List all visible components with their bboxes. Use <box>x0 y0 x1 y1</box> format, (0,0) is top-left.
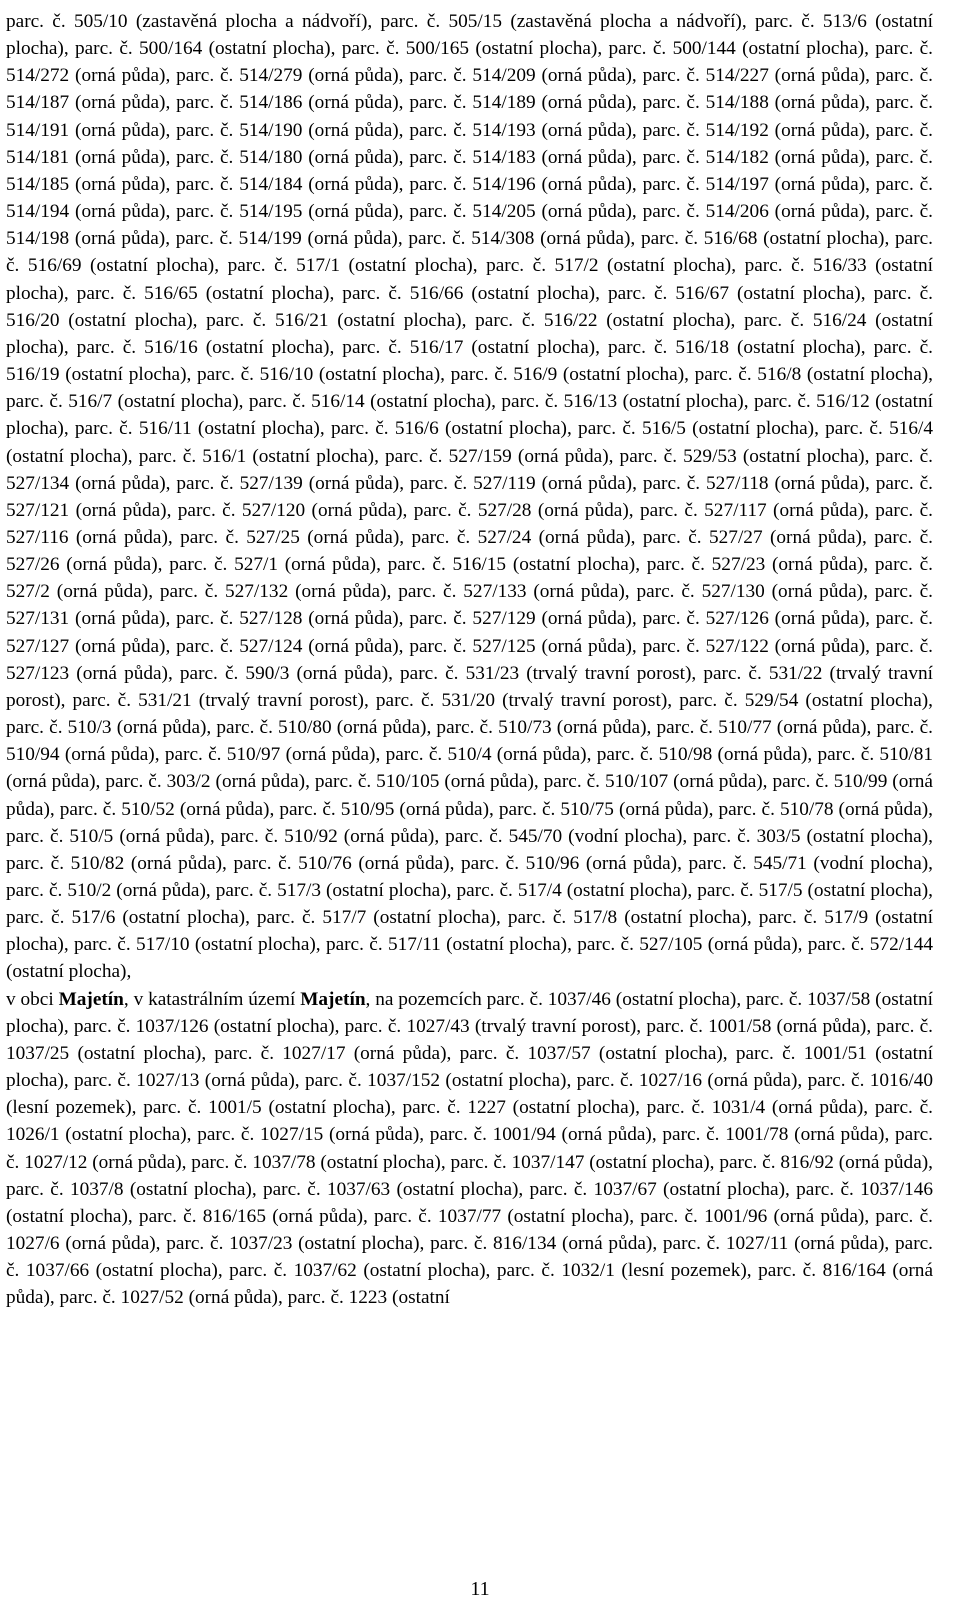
cadastral-area-name: Majetín <box>300 988 366 1010</box>
paragraph-rest: , na pozemcích parc. č. 1037/46 (ostatní plocha), parc. č. 1037/58 (ostatní plocha), parc. č. 1037/126 (ostatní plocha), parc. č. 1027/43 (trvalý travní porost), parc. č. 1001/58 (orná půda), parc. č. 1037/25 (ostatní plocha), parc. č. 1027/17 (orná půda), parc. č. 1037/57 (ostatní plocha), parc. č. 1001/51 (ostatní plocha), parc. č. 1027/13 (orná půda), parc. č. 1037/152 (ostatní plocha), parc. č. 1027/16 (orná půda), parc. č. 1016/40 (lesní pozemek), parc. č. 1001/5 (ostatní plocha), parc. č. 1227 (ostatní plocha), parc. č. 1031/4 (orná půda), parc. č. 1026/1 (ostatní plocha), parc. č. 1027/15 (orná půda), parc. č. 1001/94 (orná půda), parc. č. 1001/78 (orná půda), parc. č. 1027/12 (orná půda), parc. č. 1037/78 (ostatní plocha), parc. č. 1037/147 (ostatní plocha), parc. č. 816/92 (orná půda), parc. č. 1037/8 (ostatní plocha), parc. č. 1037/63 (ostatní plocha), parc. č. 1037/67 (ostatní plocha), parc. č. 1037/146 (ostatní plocha), parc. č. 816/165 (orná půda), parc. č. 1037/77 (ostatní plocha), parc. č. 1001/96 (orná půda), parc. č. 1027/6 (orná půda), parc. č. 1037/23 (ostatní plocha), parc. č. 816/134 (orná půda), parc. č. 1027/11 (orná půda), parc. č. 1037/66 (ostatní plocha), parc. č. 1037/62 (ostatní plocha), parc. č. 1032/1 (lesní pozemek), parc. č. 816/164 (orná půda), parc. č. 1027/52 (orná půda), parc. č. 1223 (ostatní <box>6 988 933 1309</box>
parcel-list-paragraph: parc. č. 505/10 (zastavěná plocha a nádvoří), parc. č. 505/15 (zastavěná plocha a nádvoří), parc. č. 513/6 (ostatní plocha), parc. č. 500/164 (ostatní plocha), parc. č. 500/165 (ostatní plocha), parc. č. 500/144 (ostatní plocha), parc. č. 514/272 (orná půda), parc. č. 514/279 (orná půda), parc. č. 514/209 (orná půda), parc. č. 514/227 (orná půda), parc. č. 514/187 (orná půda), parc. č. 514/186 (orná půda), parc. č. 514/189 (orná půda), parc. č. 514/188 (orná půda), parc. č. 514/191 (orná půda), parc. č. 514/190 (orná půda), parc. č. 514/193 (orná půda), parc. č. 514/192 (orná půda), parc. č. 514/181 (orná půda), parc. č. 514/180 (orná půda), parc. č. 514/183 (orná půda), parc. č. 514/182 (orná půda), parc. č. 514/185 (orná půda), parc. č. 514/184 (orná půda), parc. č. 514/196 (orná půda), parc. č. 514/197 (orná půda), parc. č. 514/194 (orná půda), parc. č. 514/195 (orná půda), parc. č. 514/205 (orná půda), parc. č. 514/206 (orná půda), parc. č. 514/198 (orná půda), parc. č. 514/199 (orná půda), parc. č. 514/308 (orná půda), parc. č. 516/68 (ostatní plocha), parc. č. 516/69 (ostatní plocha), parc. č. 517/1 (ostatní plocha), parc. č. 517/2 (ostatní plocha), parc. č. 516/33 (ostatní plocha), parc. č. 516/65 (ostatní plocha), parc. č. 516/66 (ostatní plocha), parc. č. 516/67 (ostatní plocha), parc. č. 516/20 (ostatní plocha), parc. č. 516/21 (ostatní plocha), parc. č. 516/22 (ostatní plocha), parc. č. 516/24 (ostatní plocha), parc. č. 516/16 (ostatní plocha), parc. č. 516/17 (ostatní plocha), parc. č. 516/18 (ostatní plocha), parc. č. 516/19 (ostatní plocha), parc. č. 516/10 (ostatní plocha), parc. č. 516/9 (ostatní plocha), parc. č. 516/8 (ostatní plocha), parc. č. 516/7 (ostatní plocha), parc. č. 516/14 (ostatní plocha), parc. č. 516/13 (ostatní plocha), parc. č. 516/12 (ostatní plocha), parc. č. 516/11 (ostatní plocha), parc. č. 516/6 (ostatní plocha), parc. č. 516/5 (ostatní plocha), parc. č. 516/4 (ostatní plocha), parc. č. 516/1 (ostatní plocha), parc. č. 527/159 (orná půda), parc. č. 529/53 (ostatní plocha), parc. č. 527/134 (orná půda), parc. č. 527/139 (orná půda), parc. č. 527/119 (orná půda), parc. č. 527/118 (orná půda), parc. č. 527/121 (orná půda), parc. č. 527/120 (orná půda), parc. č. 527/28 (orná půda), parc. č. 527/117 (orná půda), parc. č. 527/116 (orná půda), parc. č. 527/25 (orná půda), parc. č. 527/24 (orná půda), parc. č. 527/27 (orná půda), parc. č. 527/26 (orná půda), parc. č. 527/1 (orná půda), parc. č. 516/15 (ostatní plocha), parc. č. 527/23 (orná půda), parc. č. 527/2 (orná půda), parc. č. 527/132 (orná půda), parc. č. 527/133 (orná půda), parc. č. 527/130 (orná půda), parc. č. 527/131 (orná půda), parc. č. 527/128 (orná půda), parc. č. 527/129 (orná půda), parc. č. 527/126 (orná půda), parc. č. 527/127 (orná půda), parc. č. 527/124 (orná půda), parc. č. 527/125 (orná půda), parc. č. 527/122 (orná půda), parc. č. 527/123 (orná půda), parc. č. 590/3 (orná půda), parc. č. 531/23 (trvalý travní porost), parc. č. 531/22 (trvalý travní porost), parc. č. 531/21 (trvalý travní porost), parc. č. 531/20 (trvalý travní porost), parc. č. 529/54 (ostatní plocha), parc. č. 510/3 (orná půda), parc. č. 510/80 (orná půda), parc. č. 510/73 (orná půda), parc. č. 510/77 (orná půda), parc. č. 510/94 (orná půda), parc. č. 510/97 (orná půda), parc. č. 510/4 (orná půda), parc. č. 510/98 (orná půda), parc. č. 510/81 (orná půda), parc. č. 303/2 (orná půda), parc. č. 510/105 (orná půda), parc. č. 510/107 (orná půda), parc. č. 510/99 (orná půda), parc. č. 510/52 (orná půda), parc. č. 510/95 (orná půda), parc. č. 510/75 (orná půda), parc. č. 510/78 (orná půda), parc. č. 510/5 (orná půda), parc. č. 510/92 (orná půda), parc. č. 545/70 (vodní plocha), parc. č. 303/5 (ostatní plocha), parc. č. 510/82 (orná půda), parc. č. 510/76 (orná půda), parc. č. 510/96 (orná půda), parc. č. 545/71 (vodní plocha), parc. č. 510/2 (orná půda), parc. č. 517/3 (ostatní plocha), parc. č. 517/4 (ostatní plocha), parc. č. 517/5 (ostatní plocha), parc. č. 517/6 (ostatní plocha), parc. č. 517/7 (ostatní plocha), parc. č. 517/8 (ostatní plocha), parc. č. 517/9 (ostatní plocha), parc. č. 517/10 (ostatní plocha), parc. č. 517/11 (ostatní plocha), parc. č. 527/105 (orná půda), parc. č. 572/144 (ostatní plocha), <box>6 11 933 983</box>
paragraph-prefix: v obci <box>6 988 59 1010</box>
paragraph-mid: , v katastrálním území <box>123 988 301 1010</box>
page-number: 11 <box>470 1578 490 1600</box>
document-body <box>6 8 933 1312</box>
majetin-paragraph <box>6 986 933 1312</box>
town-name: Majetín <box>58 988 124 1010</box>
